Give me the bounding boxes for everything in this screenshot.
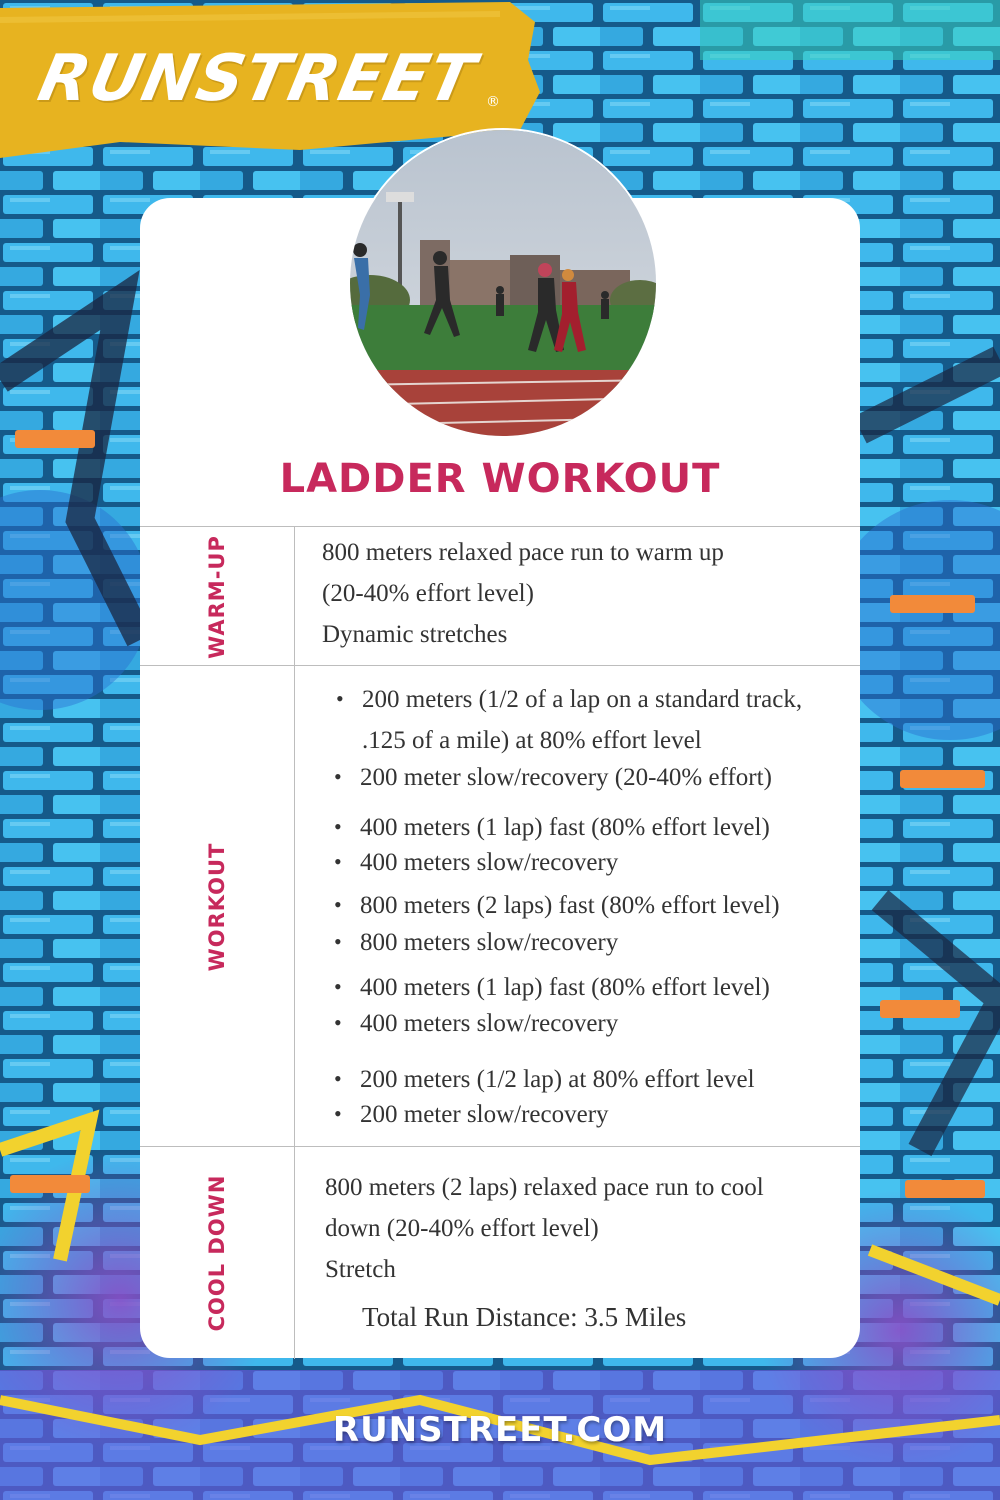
runners-photo [348,128,658,438]
workout-item: • 400 meters slow/recovery [360,849,618,877]
workout-title: LADDER WORKOUT [279,456,721,502]
workout-section [140,665,860,1147]
workout-item: • 400 meters (1 lap) fast (80% effort level) [360,814,770,842]
warmup-label-cell [140,527,295,666]
warmup-label: WARM-UP [205,534,229,659]
warmup-section [140,526,860,666]
brand-name: RUNSTREET [32,42,482,116]
workout-item: • 400 meters slow/recovery [360,1010,618,1038]
warmup-content [295,527,860,666]
website-link[interactable]: RUNSTREET.COM [332,1410,668,1450]
brand-logo [32,34,510,124]
workout-label-cell [140,666,295,1147]
workout-item: • 200 meter slow/recovery [360,1101,609,1129]
cooldown-label-cell [140,1147,295,1359]
cooldown-label: COOL DOWN [205,1174,229,1332]
workout-item: • 200 meters (1/2 of a lap on a standard track, [362,686,802,714]
warmup-line: Dynamic stretches [322,621,508,648]
registered-mark: ® [486,94,500,110]
workout-item: • 200 meter slow/recovery (20-40% effort) [360,764,772,792]
warmup-line: 800 meters relaxed pace run to warm up [322,539,724,566]
cooldown-line: down (20-40% effort level) [325,1215,599,1242]
cooldown-line: Stretch [325,1256,396,1283]
warmup-line: (20-40% effort level) [322,580,534,607]
runners-track-image [350,130,656,436]
cooldown-line: 800 meters (2 laps) relaxed pace run to cool [325,1174,764,1201]
workout-item: • 800 meters slow/recovery [360,929,618,957]
workout-content [295,666,860,1147]
workout-item: • 800 meters (2 laps) fast (80% effort level) [360,892,780,920]
workout-item-continuation: .125 of a mile) at 80% effort level [362,727,702,754]
workout-item: • 400 meters (1 lap) fast (80% effort level) [360,974,770,1002]
total-run-distance: Total Run Distance: 3.5 Miles [362,1302,687,1332]
workout-item: • 200 meters (1/2 lap) at 80% effort level [360,1066,755,1094]
workout-label: WORKOUT [205,842,229,971]
